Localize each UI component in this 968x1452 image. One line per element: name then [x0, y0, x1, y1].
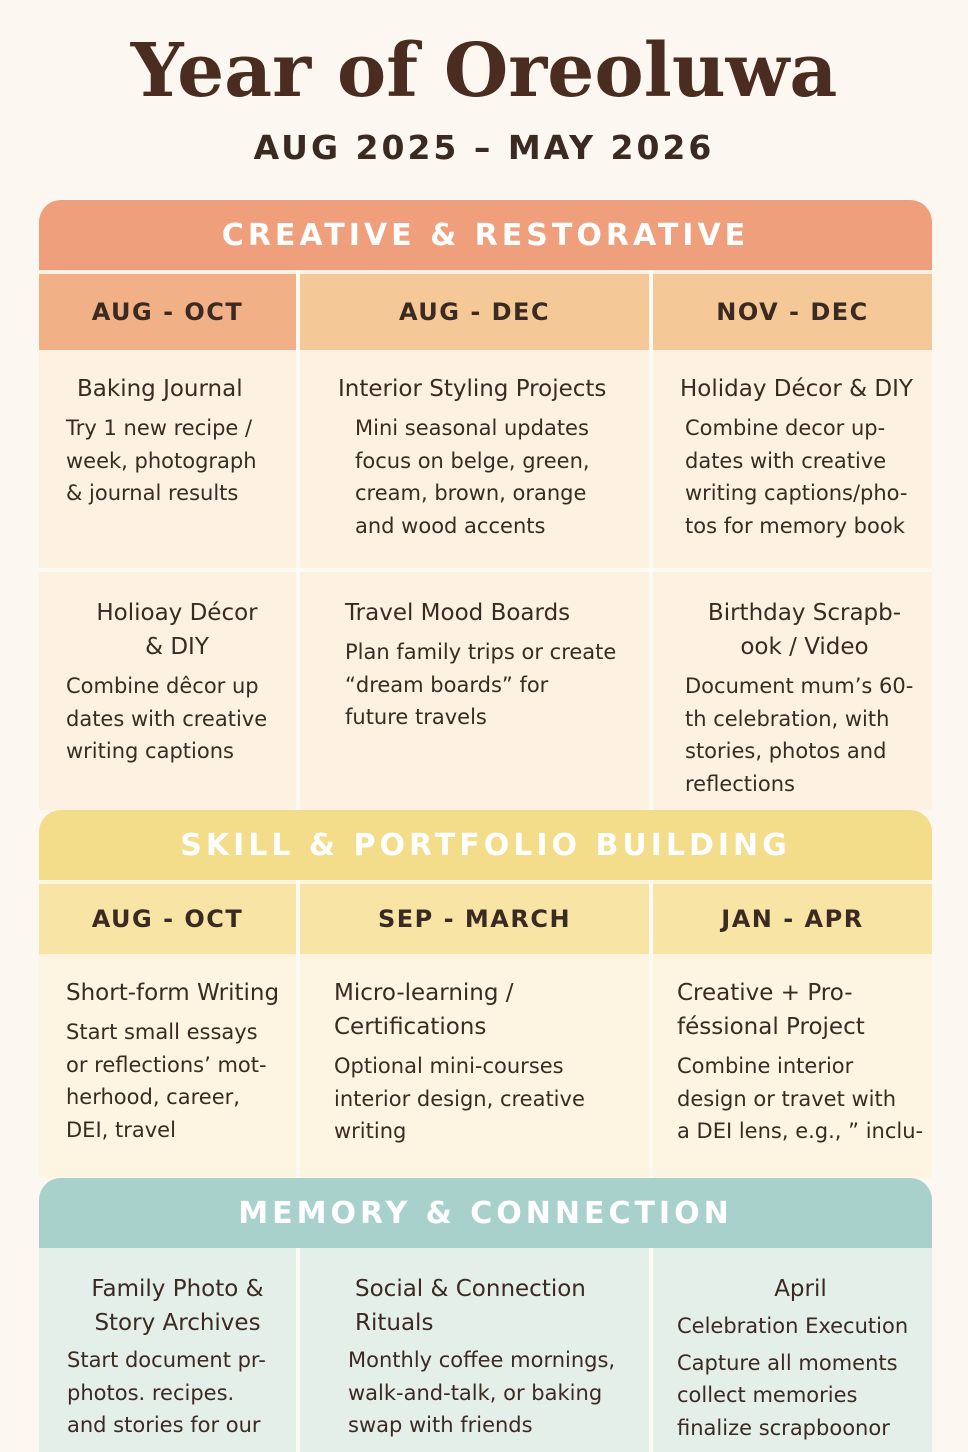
card-title: Family Photo & Story Archives	[91, 1276, 264, 1336]
memory-card-family-photo-archives	[67, 1272, 296, 1442]
skill-period-1: AUG - OCT	[39, 884, 296, 954]
creative-period-2: AUG - DEC	[300, 274, 649, 350]
creative-card-birthday-scrapbook	[685, 596, 932, 800]
card-body: Combine interior design or travet with a DEI lens, e.g., ” inclu-	[677, 1054, 924, 1143]
card-body: Combine decor up- dates with creative writing captions/pho- tos for memory book	[685, 416, 908, 538]
skill-card-creative-professional-project	[677, 976, 932, 1148]
skill-card-micro-learning	[334, 976, 649, 1148]
card-body: Combine dêcor up dates with creative writing captions	[66, 674, 268, 763]
card-title: Holioay Décor & DIY	[96, 600, 258, 660]
creative-period-3: NOV - DEC	[653, 274, 932, 350]
memory-col-divider-1	[296, 1248, 300, 1452]
skill-col-divider-2	[649, 880, 653, 1178]
card-title: Short-form Writing	[66, 980, 280, 1006]
creative-card-travel-mood-boards	[345, 596, 649, 734]
creative-col-divider-2	[649, 270, 653, 810]
skill-card-short-form-writing	[66, 976, 296, 1146]
card-body: Document mum’s 60- th celebration, with stories, photos and reflections	[685, 674, 914, 796]
creative-row-divider	[39, 568, 932, 572]
card-body: Mini seasonal updates focus on belge, green, cream, brown, orange and wood accents	[355, 416, 590, 538]
card-body: Plan family trips or create “dream boards” for future travels	[345, 640, 617, 729]
skill-section	[39, 810, 932, 1178]
page-title: Year of Oreoluwa	[130, 28, 838, 114]
card-title: Interior Styling Projects	[338, 376, 607, 402]
creative-card-holiday-decor-diy	[66, 596, 296, 768]
card-body: Optional mini-courses interior design, creative writing	[334, 1054, 585, 1143]
card-title: Micro-learning / Certifications	[334, 980, 514, 1040]
card-title: Travel Mood Boards	[345, 600, 571, 626]
memory-card-social-rituals	[348, 1272, 649, 1442]
memory-col-divider-2	[649, 1248, 653, 1452]
skill-section-header: SKILL & PORTFOLIO BUILDING	[39, 810, 932, 880]
memory-card-april-celebration	[677, 1272, 932, 1444]
card-title: Holiday Décor & DIY	[680, 376, 913, 402]
card-body: Monthly coffee mornings, walk-and-talk, or baking swap with friends	[348, 1348, 616, 1437]
card-body: Start document pr- photos. recipes. and stories for our	[67, 1348, 266, 1437]
creative-card-interior-styling	[338, 372, 649, 542]
creative-card-baking-journal	[66, 372, 296, 510]
card-body: Start small essays or reflections’ mot- herhood, career, DEI, travel	[66, 1020, 267, 1142]
skill-period-2: SEP - MARCH	[300, 884, 649, 954]
card-body: Capture all moments collect memories finalize scrapboonor	[677, 1350, 898, 1440]
card-title: Creative + Pro- féssional Project	[677, 980, 865, 1040]
memory-section	[39, 1178, 932, 1452]
card-title: April	[774, 1276, 827, 1302]
creative-card-holiday-decor	[680, 372, 932, 542]
skill-period-3: JAN - APR	[653, 884, 932, 954]
creative-col-divider-1	[296, 270, 300, 810]
card-title: Baking Journal	[77, 376, 243, 402]
creative-section	[39, 200, 932, 810]
card-subtitle: Celebration Execution	[677, 1314, 909, 1338]
memory-section-header: MEMORY & CONNECTION	[39, 1178, 932, 1248]
card-title: Birthday Scrapb- ook / Video	[707, 600, 902, 660]
creative-period-1: AUG - OCT	[39, 274, 296, 350]
card-title: Social & Connection Rituals	[355, 1276, 586, 1336]
date-range-subtitle: AUG 2025 – MAY 2026	[253, 128, 715, 167]
skill-col-divider-1	[296, 880, 300, 1178]
creative-section-header: CREATIVE & RESTORATIVE	[39, 200, 932, 270]
card-body: Try 1 new recipe / week, photograph & journal results	[66, 416, 257, 505]
